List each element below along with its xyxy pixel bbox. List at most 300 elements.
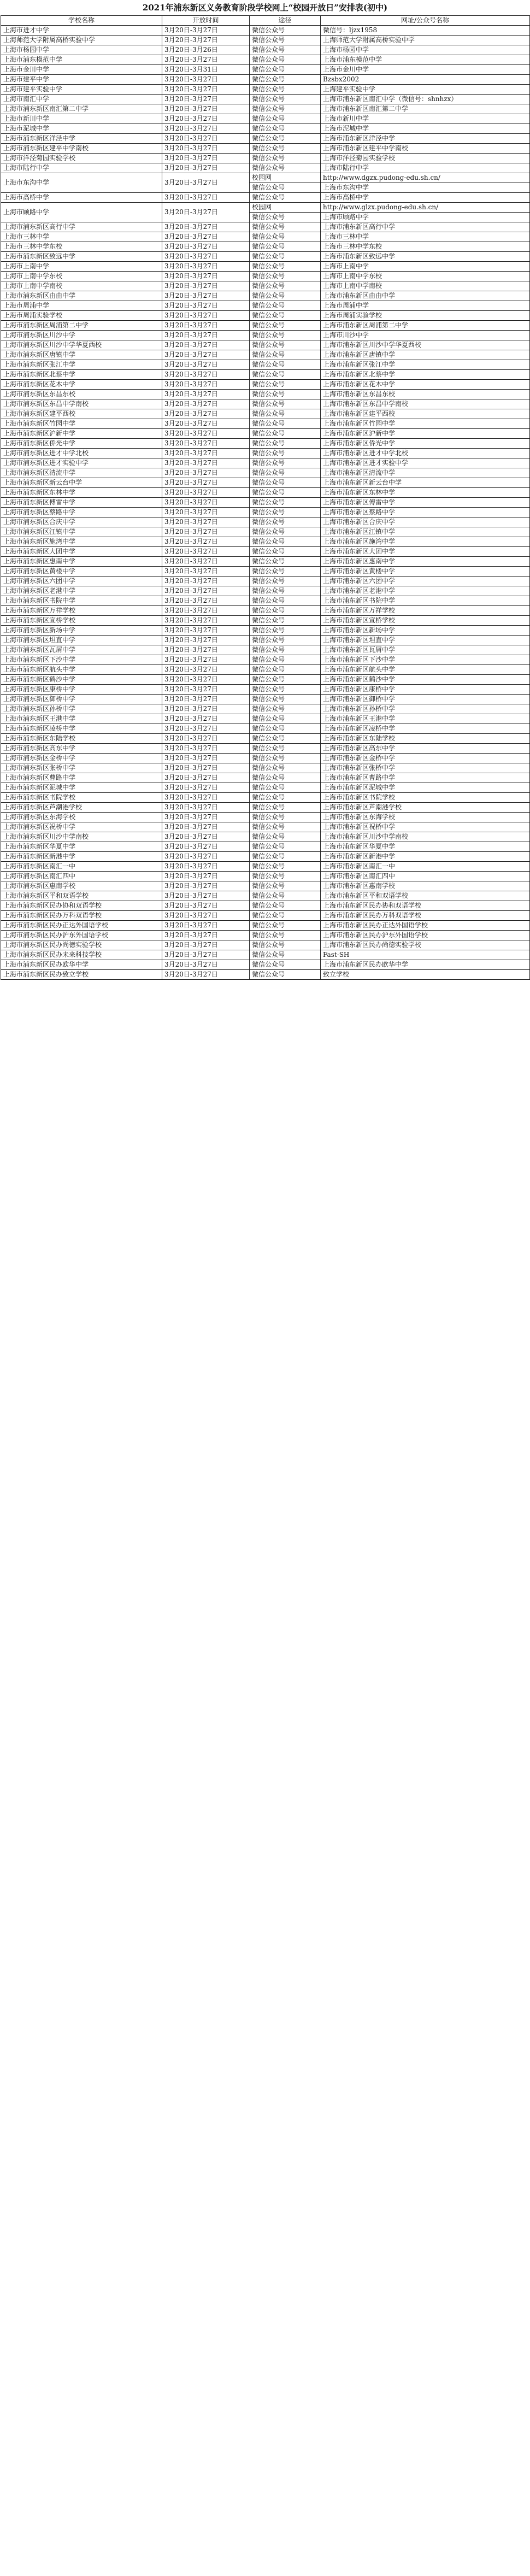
school-name-cell: 上海市浦东新区孙桥中学 (1, 704, 162, 714)
open-time-cell: 3月20日-3月27日 (162, 449, 250, 458)
address-cell: 上海市浦东新区川沙中学华夏西校 (321, 340, 530, 350)
channel-cell: 微信公众号 (250, 262, 321, 272)
channel-cell: 微信公众号 (250, 370, 321, 380)
table-row (1, 134, 530, 144)
address-cell: 上海市浦东新区合庆中学 (321, 517, 530, 527)
open-time-cell: 3月20日-3月27日 (162, 616, 250, 626)
school-name-cell: 上海市浦东新区张江中学 (1, 360, 162, 370)
school-name-cell: 上海市金川中学 (1, 65, 162, 75)
school-name-cell: 上海市浦东新区六团中学 (1, 577, 162, 586)
channel-cell: 微信公众号 (250, 940, 321, 950)
channel-cell: 微信公众号 (250, 95, 321, 104)
address-cell: 上海市浦东新区书院中学 (321, 596, 530, 606)
address-cell: 上海市周浦中学 (321, 301, 530, 311)
open-time-cell: 3月20日-3月27日 (162, 429, 250, 439)
address-cell: 上海市浦东新区南汇第二中学 (321, 104, 530, 114)
address-cell: 上海市浦东新区万祥学校 (321, 606, 530, 616)
table-row (1, 154, 530, 163)
table-row (1, 547, 530, 557)
address-cell: 微信号：ljzx1958 (321, 26, 530, 36)
address-cell: 上海市浦东新区康桥中学 (321, 685, 530, 695)
table-row (1, 744, 530, 754)
open-time-cell: 3月20日-3月27日 (162, 547, 250, 557)
open-time-cell: 3月20日-3月27日 (162, 272, 250, 281)
address-cell: 上海市浦东新区东昌东校 (321, 390, 530, 399)
address-cell: 上海师范大学附属高桥实验中学 (321, 36, 530, 45)
table-row (1, 272, 530, 281)
school-name-cell: 上海市浦东新区南汇四中 (1, 872, 162, 881)
table-row (1, 321, 530, 331)
address-cell: 上海市浦东新区进才实验中学 (321, 458, 530, 468)
school-name-cell: 上海市浦东新区周浦第二中学 (1, 321, 162, 331)
address-cell: 上海市浦东新区民办沪东外国语学校 (321, 931, 530, 940)
address-cell: 上海市浦东新区花木中学 (321, 380, 530, 390)
school-name-cell: 上海市浦东新区下沙中学 (1, 655, 162, 665)
school-name-cell: 上海市浦东新区致远中学 (1, 252, 162, 262)
address-cell: 上海市浦东新区川沙中学南校 (321, 832, 530, 842)
school-name-cell: 上海市浦东新区民办欧华中学 (1, 960, 162, 970)
school-name-cell: 上海市浦东新区祝桥中学 (1, 822, 162, 832)
channel-cell: 微信公众号 (250, 783, 321, 793)
channel-cell: 微信公众号 (250, 527, 321, 537)
channel-cell: 微信公众号 (250, 665, 321, 675)
table-row (1, 439, 530, 449)
channel-cell: 微信公众号 (250, 695, 321, 704)
open-time-cell: 3月20日-3月27日 (162, 557, 250, 567)
school-name-cell: 上海市浦东新区东海学校 (1, 813, 162, 822)
channel-cell: 微信公众号 (250, 645, 321, 655)
address-cell: 上海市浦东新区民办正达外国语学校 (321, 921, 530, 931)
school-name-cell: 上海市浦东新区华夏中学 (1, 842, 162, 852)
channel-cell: 微信公众号 (250, 291, 321, 301)
open-time-cell: 3月20日-3月27日 (162, 714, 250, 724)
school-name-cell: 上海市浦东新区王港中学 (1, 714, 162, 724)
open-time-cell: 3月20日-3月27日 (162, 862, 250, 872)
channel-cell: 微信公众号 (250, 163, 321, 173)
open-time-cell: 3月20日-3月27日 (162, 626, 250, 636)
table-row (1, 911, 530, 921)
open-time-cell: 3月20日-3月27日 (162, 921, 250, 931)
table-row (1, 390, 530, 399)
channel-cell: 微信公众号 (250, 498, 321, 508)
table-row (1, 763, 530, 773)
address-cell: 上海市浦东新区鹤沙中学 (321, 675, 530, 685)
school-name-cell: 上海市浦东新区东昌东校 (1, 390, 162, 399)
channel-cell: 微信公众号 (250, 891, 321, 901)
school-name-cell: 上海市浦东新区民办正达外国语学校 (1, 921, 162, 931)
header-address: 网址/公众号名称 (321, 16, 530, 26)
address-cell: 上海市新川中学 (321, 114, 530, 124)
school-name-cell: 上海市高桥中学 (1, 193, 162, 203)
channel-cell: 微信公众号 (250, 449, 321, 458)
open-time-cell: 3月20日-3月27日 (162, 399, 250, 409)
channel-cell: 微信公众号 (250, 272, 321, 281)
channel-cell: 微信公众号 (250, 26, 321, 36)
open-time-cell: 3月20日-3月27日 (162, 203, 250, 222)
address-cell: 上海市浦东新区蔡路中学 (321, 508, 530, 517)
open-time-cell: 3月20日-3月27日 (162, 173, 250, 193)
table-row (1, 45, 530, 55)
open-time-cell: 3月20日-3月27日 (162, 262, 250, 272)
open-time-cell: 3月20日-3月27日 (162, 970, 250, 980)
address-cell: 上海市浦东新区高行中学 (321, 222, 530, 232)
channel-cell: 微信公众号 (250, 419, 321, 429)
channel-cell: 微信公众号 (250, 478, 321, 488)
table-row (1, 350, 530, 360)
channel-cell: 微信公众号 (250, 124, 321, 134)
channel-cell: 微信公众号 (250, 872, 321, 881)
table-row (1, 793, 530, 803)
table-row (1, 675, 530, 685)
channel-cell: 微信公众号 (250, 626, 321, 636)
table-row (1, 419, 530, 429)
address-cell: 上海市浦东新区建平西校 (321, 409, 530, 419)
school-name-cell: 上海市浦东新区张桥中学 (1, 763, 162, 773)
document-title: 2021年浦东新区义务教育阶段学校网上“校园开放日”安排表(初中) (142, 3, 388, 13)
table-row (1, 262, 530, 272)
open-time-cell: 3月20日-3月27日 (162, 163, 250, 173)
open-time-cell: 3月20日-3月27日 (162, 596, 250, 606)
address-cell: 上海市浦东新区唐镇中学 (321, 350, 530, 360)
channel-cell: 微信公众号 (250, 822, 321, 832)
channel-cell: 微信公众号 (250, 714, 321, 724)
table-row (1, 429, 530, 439)
open-time-cell: 3月20日-3月27日 (162, 360, 250, 370)
table-row (1, 301, 530, 311)
address-cell: 上海市浦东新区侨光中学 (321, 439, 530, 449)
school-name-cell: 上海市浦东新区江镇中学 (1, 527, 162, 537)
table-row (1, 872, 530, 881)
school-name-cell: 上海市浦东新区进才中学北校 (1, 449, 162, 458)
address-cell: 上海市浦东新区曹路中学 (321, 773, 530, 783)
open-time-cell: 3月20日-3月27日 (162, 724, 250, 734)
channel-cell: 微信公众号 (250, 803, 321, 813)
table-row (1, 331, 530, 340)
channel-cell: 微信公众号 (250, 616, 321, 626)
open-time-cell: 3月20日-3月26日 (162, 45, 250, 55)
channel-cell: 微信公众号 (250, 931, 321, 940)
channel-cell: 微信公众号 (250, 567, 321, 577)
address-cell: Bzsbx2002 (321, 75, 530, 85)
open-time-cell: 3月20日-3月27日 (162, 281, 250, 291)
table-row (1, 704, 530, 714)
table-row (1, 606, 530, 616)
address-cell: 上海市三林中学 (321, 232, 530, 242)
channel-cell: 微信公众号 (250, 950, 321, 960)
address-cell: 上海市浦东新区坦直中学 (321, 636, 530, 645)
address-cell: 上海市浦东新区华夏中学 (321, 842, 530, 852)
school-name-cell: 上海市三林中学东校 (1, 242, 162, 252)
school-name-cell: 上海市建平中学 (1, 75, 162, 85)
open-time-cell: 3月20日-3月27日 (162, 537, 250, 547)
table-row (1, 458, 530, 468)
address-cell: 上海市浦东新区惠南学校 (321, 881, 530, 891)
school-name-cell: 上海市浦东新区宣桥学校 (1, 616, 162, 626)
table-header-row (1, 16, 530, 26)
open-time-cell: 3月20日-3月27日 (162, 124, 250, 134)
header-way: 途径 (250, 16, 321, 26)
table-row (1, 822, 530, 832)
school-name-cell: 上海市浦东新区民办致立学校 (1, 970, 162, 980)
open-time-cell: 3月20日-3月27日 (162, 940, 250, 950)
address-cell: 上海市浦东新区孙桥中学 (321, 704, 530, 714)
address-cell: 上海市浦东新区竹园中学 (321, 419, 530, 429)
table-row (1, 232, 530, 242)
address-cell: Fast-SH (321, 950, 530, 960)
address-cell[interactable]: http://www.dgzx.pudong-edu.sh.cn/ (321, 173, 530, 183)
table-row (1, 517, 530, 527)
table-row (1, 645, 530, 655)
address-cell: 上海市东沟中学 (321, 183, 530, 193)
channel-cell: 微信公众号 (250, 340, 321, 350)
table-row (1, 685, 530, 695)
school-name-cell: 上海市浦东新区书院学校 (1, 793, 162, 803)
address-cell: 上海市浦东新区清流中学 (321, 468, 530, 478)
address-cell: 上海市泥城中学 (321, 124, 530, 134)
table-row (1, 931, 530, 940)
channel-cell: 微信公众号 (250, 557, 321, 567)
table-row (1, 26, 530, 36)
header-school: 学校名称 (1, 16, 162, 26)
school-name-cell: 上海市浦东新区竹园中学 (1, 419, 162, 429)
channel-cell: 微信公众号 (250, 921, 321, 931)
open-time-cell: 3月20日-3月27日 (162, 508, 250, 517)
address-cell: 上海市浦东新区傅雷中学 (321, 498, 530, 508)
channel-cell: 微信公众号 (250, 852, 321, 862)
open-time-cell: 3月20日-3月27日 (162, 822, 250, 832)
open-time-cell: 3月20日-3月27日 (162, 134, 250, 144)
table-row (1, 104, 530, 114)
address-cell: 上海市浦东新区惠南中学 (321, 557, 530, 567)
channel-cell: 微信公众号 (250, 517, 321, 527)
open-time-cell: 3月20日-3月27日 (162, 950, 250, 960)
school-name-cell: 上海市新川中学 (1, 114, 162, 124)
channel-cell: 微信公众号 (250, 881, 321, 891)
channel-cell: 微信公众号 (250, 813, 321, 822)
school-name-cell: 上海市浦东新区洋泾中学 (1, 134, 162, 144)
channel-cell: 微信公众号 (250, 636, 321, 645)
channel-cell: 微信公众号 (250, 734, 321, 744)
channel-cell: 微信公众号 (250, 488, 321, 498)
open-time-cell: 3月20日-3月27日 (162, 222, 250, 232)
address-cell: 上海市浦东新区下沙中学 (321, 655, 530, 665)
channel-cell: 微信公众号 (250, 468, 321, 478)
school-name-cell: 上海市浦东新区东陆学校 (1, 734, 162, 744)
school-name-cell: 上海市浦东新区进才实验中学 (1, 458, 162, 468)
table-row (1, 891, 530, 901)
open-time-cell: 3月20日-3月27日 (162, 517, 250, 527)
open-time-cell: 3月20日-3月27日 (162, 114, 250, 124)
channel-cell: 微信公众号 (250, 213, 321, 222)
channel-cell: 微信公众号 (250, 134, 321, 144)
table-row (1, 380, 530, 390)
address-cell: 上海市浦东新区北蔡中学 (321, 370, 530, 380)
school-name-cell: 上海市浦东新区坦直中学 (1, 636, 162, 645)
open-time-cell: 3月20日-3月27日 (162, 783, 250, 793)
channel-cell: 微信公众号 (250, 321, 321, 331)
open-time-cell: 3月20日-3月27日 (162, 409, 250, 419)
address-cell: 上海市浦东新区新港中学 (321, 852, 530, 862)
school-name-cell: 上海市浦东新区高东中学 (1, 744, 162, 754)
address-cell: 上海市浦东新区王港中学 (321, 714, 530, 724)
table-row (1, 340, 530, 350)
table-row (1, 36, 530, 45)
school-name-cell: 上海市浦东新区曹路中学 (1, 773, 162, 783)
open-time-cell: 3月20日-3月27日 (162, 390, 250, 399)
address-cell[interactable]: http://www.glzx.pudong-edu.sh.cn/ (321, 203, 530, 213)
channel-cell: 校园网 (250, 203, 321, 213)
open-time-cell: 3月20日-3月27日 (162, 665, 250, 675)
channel-cell: 微信公众号 (250, 183, 321, 193)
open-time-cell: 3月20日-3月27日 (162, 586, 250, 596)
open-time-cell: 3月20日-3月27日 (162, 232, 250, 242)
table-row (1, 281, 530, 291)
school-name-cell: 上海市浦东新区惠南中学 (1, 557, 162, 567)
address-cell: 上海市浦东新区祝桥中学 (321, 822, 530, 832)
channel-cell: 微信公众号 (250, 144, 321, 154)
school-name-cell: 上海市浦东新区傅雷中学 (1, 498, 162, 508)
table-row (1, 626, 530, 636)
channel-cell: 微信公众号 (250, 773, 321, 783)
address-cell: 上海市浦东新区航头中学 (321, 665, 530, 675)
channel-cell: 微信公众号 (250, 970, 321, 980)
school-name-cell: 上海市浦东新区黄楼中学 (1, 567, 162, 577)
address-cell: 上海市浦东新区东陆学校 (321, 734, 530, 744)
school-name-cell: 上海市浦东新区民办协和双语学校 (1, 901, 162, 911)
school-name-cell: 上海市浦东新区建平西校 (1, 409, 162, 419)
open-time-cell: 3月20日-3月27日 (162, 498, 250, 508)
school-name-cell: 上海市进才中学 (1, 26, 162, 36)
open-time-cell: 3月20日-3月27日 (162, 577, 250, 586)
address-cell: 上海市顾路中学 (321, 213, 530, 222)
channel-cell: 微信公众号 (250, 842, 321, 852)
table-row (1, 95, 530, 104)
open-time-cell: 3月20日-3月27日 (162, 301, 250, 311)
school-name-cell: 上海市浦东新区川沙中学华夏西校 (1, 340, 162, 350)
channel-cell: 微信公众号 (250, 704, 321, 714)
school-name-cell: 上海市上南中学东校 (1, 272, 162, 281)
channel-cell: 微信公众号 (250, 911, 321, 921)
address-cell: 上海市浦东新区凌桥中学 (321, 724, 530, 734)
address-cell: 上海市浦东模范中学 (321, 55, 530, 65)
address-cell: 上海市上南中学东校 (321, 272, 530, 281)
address-cell: 上海市浦东新区宣桥学校 (321, 616, 530, 626)
table-row (1, 508, 530, 517)
table-row (1, 242, 530, 252)
school-name-cell: 上海市浦东新区御桥中学 (1, 695, 162, 704)
open-time-cell: 3月20日-3月27日 (162, 803, 250, 813)
address-cell: 上海市浦东新区民办协和双语学校 (321, 901, 530, 911)
school-name-cell: 上海市杨园中学 (1, 45, 162, 55)
school-name-cell: 上海市陆行中学 (1, 163, 162, 173)
address-cell: 上海市浦东新区南汇四中 (321, 872, 530, 881)
channel-cell: 微信公众号 (250, 832, 321, 842)
table-row (1, 783, 530, 793)
open-time-cell: 3月20日-3月27日 (162, 311, 250, 321)
table-row (1, 399, 530, 409)
school-name-cell: 上海市浦东新区东林中学 (1, 488, 162, 498)
table-row (1, 203, 530, 213)
address-cell: 上海市浦东新区新场中学 (321, 626, 530, 636)
table-row (1, 803, 530, 813)
table-row (1, 468, 530, 478)
open-time-cell: 3月20日-3月27日 (162, 813, 250, 822)
open-time-cell: 3月20日-3月27日 (162, 321, 250, 331)
open-time-cell: 3月20日-3月27日 (162, 242, 250, 252)
address-cell: 上海市浦东新区东林中学 (321, 488, 530, 498)
address-cell: 上海市浦东新区书院学校 (321, 793, 530, 803)
address-cell: 上海市川沙中学 (321, 331, 530, 340)
table-row (1, 409, 530, 419)
table-row (1, 842, 530, 852)
address-cell: 上海市浦东新区进才中学北校 (321, 449, 530, 458)
school-name-cell: 上海市浦东新区唐镇中学 (1, 350, 162, 360)
open-time-cell: 3月20日-3月27日 (162, 144, 250, 154)
school-name-cell: 上海市浦东新区北蔡中学 (1, 370, 162, 380)
address-cell: 上海市浦东新区老港中学 (321, 586, 530, 596)
open-time-cell: 3月20日-3月27日 (162, 881, 250, 891)
school-name-cell: 上海市浦东新区惠南学校 (1, 881, 162, 891)
open-time-cell: 3月20日-3月27日 (162, 675, 250, 685)
open-time-cell: 3月20日-3月27日 (162, 891, 250, 901)
open-time-cell: 3月20日-3月27日 (162, 419, 250, 429)
open-time-cell: 3月20日-3月27日 (162, 458, 250, 468)
school-name-cell: 上海市上南中学南校 (1, 281, 162, 291)
channel-cell: 微信公众号 (250, 458, 321, 468)
school-name-cell: 上海市浦东新区东昌中学南校 (1, 399, 162, 409)
address-cell: 上海市浦东新区平和双语学校 (321, 891, 530, 901)
address-cell: 上海市浦东新区大团中学 (321, 547, 530, 557)
channel-cell: 微信公众号 (250, 281, 321, 291)
school-name-cell: 上海师范大学附属高桥实验中学 (1, 36, 162, 45)
table-row (1, 311, 530, 321)
address-cell: 上海市浦东新区金桥中学 (321, 754, 530, 763)
channel-cell: 微信公众号 (250, 724, 321, 734)
open-time-cell: 3月20日-3月27日 (162, 695, 250, 704)
channel-cell: 微信公众号 (250, 311, 321, 321)
table-row (1, 114, 530, 124)
table-row (1, 881, 530, 891)
channel-cell: 微信公众号 (250, 606, 321, 616)
table-row (1, 144, 530, 154)
address-cell: 上海市浦东新区江镇中学 (321, 527, 530, 537)
school-name-cell: 上海市浦东新区平和双语学校 (1, 891, 162, 901)
school-name-cell: 上海市浦东新区花木中学 (1, 380, 162, 390)
table-row (1, 173, 530, 183)
channel-cell: 微信公众号 (250, 75, 321, 85)
school-name-cell: 上海市浦东新区建平中学南校 (1, 144, 162, 154)
table-row (1, 970, 530, 980)
channel-cell: 微信公众号 (250, 744, 321, 754)
channel-cell: 微信公众号 (250, 409, 321, 419)
open-time-cell: 3月20日-3月27日 (162, 567, 250, 577)
open-time-cell: 3月20日-3月27日 (162, 754, 250, 763)
address-cell: 上海市浦东新区张江中学 (321, 360, 530, 370)
address-cell: 上海市浦东新区周浦第二中学 (321, 321, 530, 331)
channel-cell: 微信公众号 (250, 331, 321, 340)
open-time-cell: 3月20日-3月27日 (162, 842, 250, 852)
table-row (1, 252, 530, 262)
table-row (1, 714, 530, 724)
address-cell: 上海市浦东新区新云台中学 (321, 478, 530, 488)
table-row (1, 291, 530, 301)
channel-cell: 微信公众号 (250, 685, 321, 695)
open-time-cell: 3月20日-3月27日 (162, 645, 250, 655)
open-time-cell: 3月20日-3月27日 (162, 370, 250, 380)
channel-cell: 微信公众号 (250, 242, 321, 252)
channel-cell: 微信公众号 (250, 193, 321, 203)
table-row (1, 478, 530, 488)
